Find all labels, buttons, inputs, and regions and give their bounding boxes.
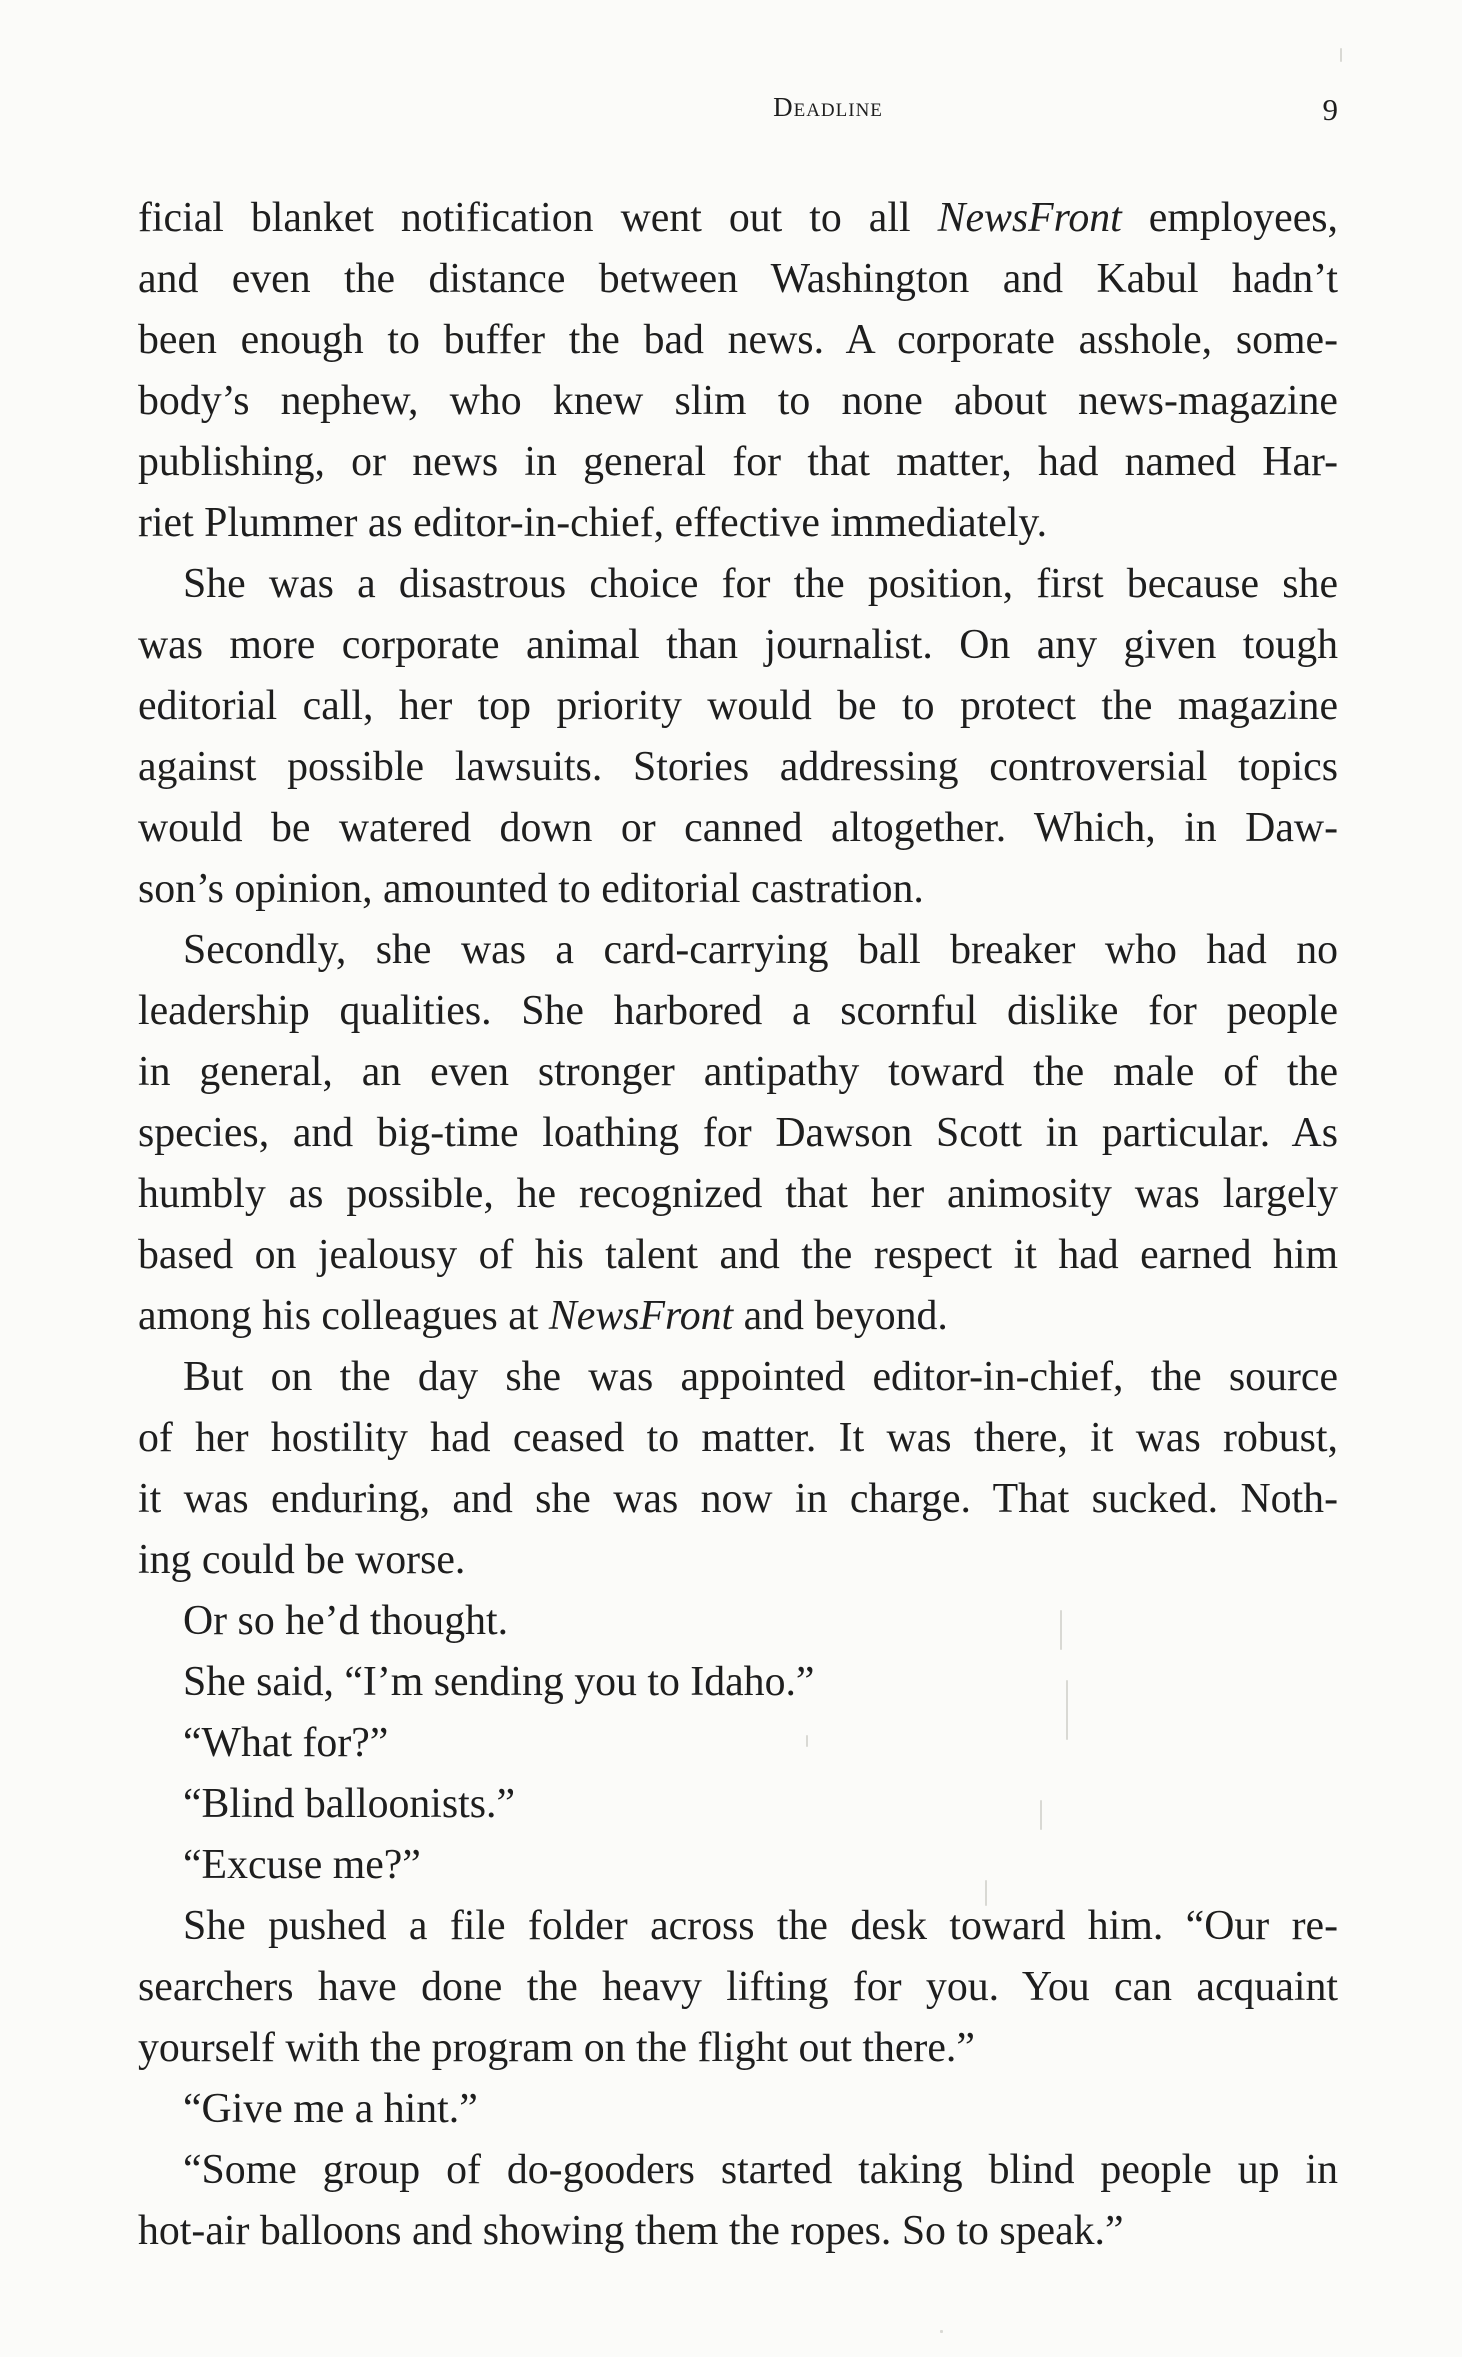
text-line: Or so he’d thought.	[183, 1598, 509, 1644]
text-line: searchers have done the heavy lifting for you. You can acquaint	[138, 1964, 1338, 2010]
dialogue-line: “Blind balloonists.”	[183, 1781, 516, 1827]
dialogue-line: She said, “I’m sending you to Idaho.”	[183, 1659, 815, 1705]
text-line: in general, an even stronger antipathy toward the male of the	[138, 1049, 1338, 1095]
publication-title: NewsFront	[937, 195, 1122, 241]
scan-mark	[940, 2330, 943, 2333]
text-line: among his colleagues at NewsFront and beyond.	[138, 1293, 948, 1339]
text-line: body’s nephew, who knew slim to none about news-magazine	[138, 378, 1338, 424]
text-line: son’s opinion, amounted to editorial castration.	[138, 866, 924, 912]
dialogue-line: “Give me a hint.”	[183, 2086, 478, 2132]
page-number: 9	[1322, 92, 1338, 127]
text-line: humbly as possible, he recognized that her animosity was largely	[138, 1171, 1338, 1217]
text-line: it was enduring, and she was now in charge. That sucked. Noth-	[138, 1476, 1338, 1522]
text-line: leadership qualities. She harbored a scornful dislike for people	[138, 988, 1338, 1034]
text-line: ing could be worse.	[138, 1537, 466, 1583]
text-line: riet Plummer as editor-in-chief, effective immediately.	[138, 500, 1048, 546]
scan-mark	[1340, 48, 1342, 62]
text-line: yourself with the program on the flight out there.”	[138, 2025, 975, 2071]
page-header	[138, 92, 1338, 132]
dialogue-line: “Some group of do-gooders started taking blind people up in	[183, 2147, 1338, 2193]
text-line: would be watered down or canned altogether. Which, in Daw-	[138, 805, 1338, 851]
dialogue-line: “Excuse me?”	[183, 1842, 421, 1888]
text-line: editorial call, her top priority would be to protect the magazine	[138, 683, 1338, 729]
text-line: She pushed a file folder across the desk toward him. “Our re-	[183, 1903, 1338, 1949]
text-line: Secondly, she was a card-carrying ball breaker who had no	[183, 927, 1338, 973]
dialogue-line: hot-air balloons and showing them the ropes. So to speak.”	[138, 2208, 1124, 2254]
text-line: was more corporate animal than journalist. On any given tough	[138, 622, 1338, 668]
dialogue-line: “What for?”	[183, 1720, 389, 1766]
text-line: species, and big-time loathing for Dawson Scott in particular. As	[138, 1110, 1338, 1156]
text-line: of her hostility had ceased to matter. It was there, it was robust,	[138, 1415, 1338, 1461]
body-text	[138, 188, 1338, 2262]
text-line: publishing, or news in general for that matter, had named Har-	[138, 439, 1338, 485]
text-line: But on the day she was appointed editor-in-chief, the source	[183, 1354, 1338, 1400]
text-line: She was a disastrous choice for the position, first because she	[183, 561, 1338, 607]
publication-title: NewsFront	[548, 1293, 734, 1339]
text-line: ficial blanket notification went out to all NewsFront employees,	[138, 195, 1338, 241]
text-line: based on jealousy of his talent and the respect it had earned him	[138, 1232, 1338, 1278]
text-line: been enough to buffer the bad news. A corporate asshole, some-	[138, 317, 1338, 363]
text-line: against possible lawsuits. Stories addressing controversial topics	[138, 744, 1338, 790]
text-line: and even the distance between Washington and Kabul hadn’t	[138, 256, 1338, 302]
running-head: Deadline	[773, 92, 883, 122]
